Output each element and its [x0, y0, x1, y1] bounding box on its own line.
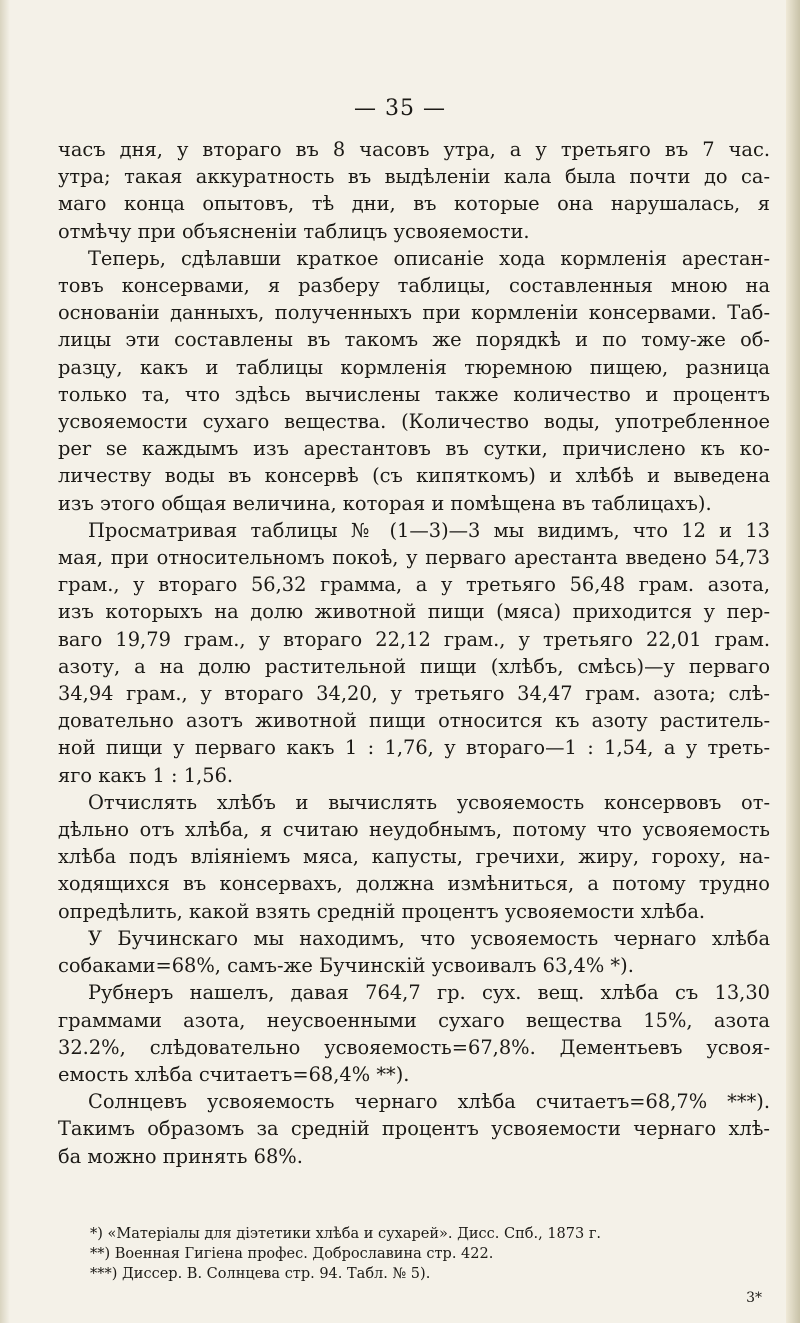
text-line: Отчислять хлѣбъ и вычислять усвояемость консервовъ от- — [88, 790, 770, 814]
text-line: грам., у втораго 56,32 грамма, а у третьяго 56,48 грам. азота, — [58, 573, 770, 597]
text-line: товъ консервами, я разберу таблицы, составленныя мною на — [58, 274, 770, 298]
paragraph — [58, 789, 770, 925]
text-line: часъ дня, у втораго въ 8 часовъ утра, а у третьяго въ 7 час. — [58, 138, 770, 161]
text-line: Такимъ образомъ за средній процентъ усвояемости чернаго хлѣ- — [58, 1117, 770, 1141]
paragraph — [58, 979, 770, 1088]
text-line: опредѣлить, какой взять среднiй процентъ усвояемости хлѣба. — [58, 899, 706, 923]
text-line: собаками=68%, самъ-же Бучинскій усвоивалъ 63,4% *). — [58, 954, 634, 978]
page-edge-shadow — [786, 0, 800, 1323]
text-line: граммами азота, неусвоенными сухаго вещества 15%, азота — [58, 1008, 770, 1032]
page-gutter-shadow — [0, 0, 10, 1323]
text-line: маго конца опытовъ, тѣ дни, въ которые она нарушалась, я — [58, 192, 770, 216]
text-line: отмѣчу при объясненіи таблицъ усвояемости. — [58, 219, 530, 243]
text-line: ваго 19,79 грам., у втораго 22,12 грам., у третьяго 22,01 грам. — [58, 627, 770, 651]
text-line: мая, при относительномъ покоѣ, у перваго арестанта введено 54,73 — [58, 546, 770, 570]
text-line: Солнцевъ усвояемость чернаго хлѣба считаетъ=68,7% ***). — [88, 1090, 770, 1114]
text-line: Теперь, сдѣлавши краткое описаніе хода кормленія арестан- — [88, 246, 770, 270]
paragraph — [58, 925, 770, 979]
text-line: хлѣба подъ вліяніемъ мяса, капусты, гречихи, жиру, гороху, на- — [58, 845, 770, 869]
text-line: усвояемости сухаго вещества. (Количество воды, употребленное — [58, 410, 770, 434]
text-line: ходящихся въ консервахъ, должна измѣниться, а потому трудно — [58, 872, 770, 896]
text-line: только та, что здѣсь вычислены также количество и процентъ — [58, 382, 770, 406]
text-line: основаніи данныхъ, полученныхъ при кормленіи консервами. Таб- — [58, 301, 770, 325]
paragraph — [58, 136, 770, 245]
text-line: довательно азотъ животной пищи относится къ азоту раститель- — [58, 709, 770, 733]
page-number: — 35 — — [354, 96, 446, 121]
text-line: дѣльно отъ хлѣба, я считаю неудобнымъ, потому что усвояемость — [58, 818, 770, 842]
text-line: яго какъ 1 : 1,56. — [58, 763, 234, 787]
footnote-3: ***) Диссер. В. Солнцева стр. 94. Табл. № 5). — [90, 1266, 431, 1282]
text-line: У Бучинскаго мы находимъ, что усвояемость чернаго хлѣба — [88, 926, 770, 950]
text-line: Рубнеръ нашелъ, давая 764,7 гр. сух. вещ. хлѣба съ 13,30 — [88, 981, 770, 1005]
text-line: изъ этого общая величина, которая и помѣщена въ таблицахъ). — [58, 491, 712, 515]
text-line: per se каждымъ изъ арестантовъ въ сутки, причислено къ ко- — [58, 437, 770, 461]
text-line: 34,94 грам., у втораго 34,20, у третьяго 34,47 грам. азота; слѣ- — [58, 682, 770, 706]
main-text — [58, 136, 770, 1170]
footnote-2: **) Военная Гигіена профес. Доброславина стр. 422. — [90, 1246, 494, 1262]
text-line: 32.2%, слѣдовательно усвояемость=67,8%. Дементьевъ усвоя- — [58, 1035, 770, 1059]
text-line: ба можно принять 68%. — [58, 1144, 303, 1168]
text-line: личеству воды въ консервѣ (съ кипяткомъ) и хлѣбѣ и выведена — [58, 464, 770, 488]
text-line: лицы эти составлены въ такомъ же порядкѣ и по тому-же об- — [58, 328, 770, 352]
text-line: утра; такая аккуратность въ выдѣленіи кала была почти до са- — [58, 165, 770, 189]
text-line: Просматривая таблицы № (1—3)—3 мы видимъ, что 12 и 13 — [88, 518, 770, 542]
footnote-1: *) «Матеріалы для діэтетики хлѣба и сухарей». Дисс. Спб., 1873 г. — [90, 1226, 602, 1242]
paragraph — [58, 517, 770, 789]
text-line: азоту, а на долю растительной пищи (хлѣбъ, смѣсь)—у перваго — [58, 654, 770, 678]
footnotes — [90, 1224, 770, 1284]
text-line: разцу, какъ и таблицы кормленія тюремною пищею, разница — [58, 355, 770, 379]
paragraph — [58, 245, 770, 517]
signature-mark: 3* — [746, 1290, 762, 1306]
text-line: ной пищи у перваго какъ 1 : 1,76, у втораго—1 : 1,54, а у треть- — [58, 736, 770, 760]
text-line: емость хлѣба считаетъ=68,4% **). — [58, 1062, 410, 1086]
paragraph — [58, 1088, 770, 1170]
text-line: изъ которыхъ на долю животной пищи (мяса) приходится у пер- — [58, 600, 770, 624]
